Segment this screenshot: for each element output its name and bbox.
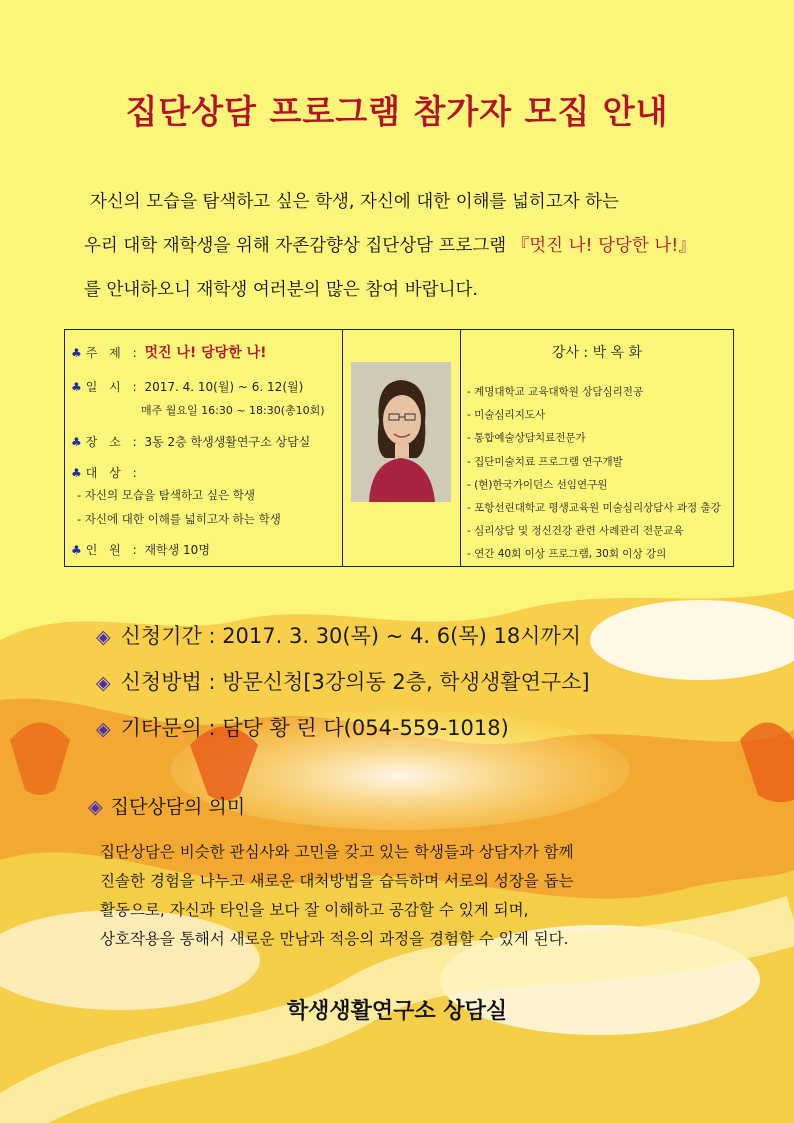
program-name-highlight: 『멋진 나! 당당한 나!』: [511, 236, 696, 256]
career-item: - 포항선린대학교 평생교육원 미술심리상담사 과정 출강: [467, 501, 721, 514]
club-bullet-icon: ♣: [71, 543, 82, 557]
place-row: [71, 433, 310, 450]
target-item: - 자신의 모습을 탐색하고 싶은 학생: [77, 488, 255, 502]
place-key: 장 소 :: [85, 435, 141, 449]
lecturer-info: [461, 330, 733, 566]
career-item: - (현)한국가이던스 선임연구원: [467, 478, 608, 491]
intro-line-2: [84, 224, 724, 268]
date-sub: 매주 월요일 16:30 ~ 18:30(총10회): [141, 404, 325, 417]
career-item: - 미술심리지도사: [467, 409, 546, 422]
meaning-heading: [88, 792, 245, 819]
lecturer-photo-cell: [343, 330, 461, 566]
program-info-table: [64, 329, 734, 567]
organization-footer: 학생생활연구소 상담실: [286, 999, 508, 1024]
apply-period-text: 신청기간 : 2017. 3. 30(목) ~ 4. 6(목) 18시까지: [120, 624, 582, 648]
lecturer-career-list: [467, 384, 721, 570]
meaning-paragraph: [100, 838, 720, 954]
diamond-bullet-icon: ◈: [96, 718, 111, 740]
intro-line-2-text: 우리 대학 재학생을 위해 자존감향상 집단상담 프로그램: [84, 236, 512, 256]
apply-method: [96, 666, 590, 696]
place-value: 3동 2층 학생생활연구소 상담실: [144, 435, 311, 449]
meaning-line: 집단상담은 비슷한 관심사와 고민을 갖고 있는 학생들과 상담자가 함께: [100, 843, 574, 861]
career-item: - 집단미술치료 프로그램 연구개발: [467, 455, 623, 468]
diamond-bullet-icon: ◈: [96, 626, 111, 648]
club-bullet-icon: ♣: [71, 346, 82, 360]
meaning-line: 활동으로, 자신과 타인을 보다 잘 이해하고 공감할 수 있게 되며,: [100, 901, 529, 919]
intro-paragraph: [84, 180, 724, 312]
people-value: 재학생 10명: [144, 543, 210, 557]
career-item: - 통합예술상담치료전문가: [467, 432, 586, 445]
apply-contact-text: 기타문의 : 담당 황 린 다(054-559-1018): [120, 716, 509, 740]
target-key: 대 상 :: [85, 466, 141, 480]
page-title: 집단상담 프로그램 참가자 모집 안내: [125, 92, 669, 131]
career-item: - 계명대학교 교육대학원 상담심리전공: [467, 386, 644, 398]
target-row: [71, 464, 141, 481]
diamond-bullet-icon: ◈: [96, 672, 111, 694]
date-key: 일 시 :: [85, 380, 141, 394]
lecturer-photo: [351, 362, 451, 502]
date-row: [71, 378, 303, 395]
club-bullet-icon: ♣: [71, 435, 82, 449]
career-item: - 심리상담 및 정신건강 관련 사례관리 전문교육: [467, 525, 684, 538]
topic-row: [71, 342, 267, 362]
club-bullet-icon: ♣: [71, 380, 82, 394]
meaning-line: 진솔한 경험을 나누고 새로운 대처방법을 습득하며 서로의 성장을 돕는: [100, 872, 574, 890]
people-key: 인 원 :: [85, 543, 141, 557]
apply-period: [96, 620, 581, 650]
topic-value: 멋진 나! 당당한 나!: [144, 345, 267, 361]
meaning-line: 상호작용을 통해서 새로운 만남과 적응의 과정을 경험할 수 있게 된다.: [100, 930, 569, 948]
intro-line-3: 를 안내하오니 재학생 여러분의 많은 참여 바랍니다.: [84, 280, 478, 300]
target-item: - 자신에 대한 이해를 넓히고자 하는 학생: [77, 512, 281, 526]
people-row: [71, 541, 210, 558]
date-value: 2017. 4. 10(월) ~ 6. 12(월): [144, 380, 304, 394]
portrait-image: [351, 362, 451, 502]
meaning-heading-text: 집단상담의 의미: [110, 796, 246, 818]
intro-line-1: 자신의 모습을 탐색하고 싶은 학생, 자신에 대한 이해를 넓히고자 하는: [90, 192, 619, 212]
program-details: [65, 330, 343, 566]
club-bullet-icon: ♣: [71, 466, 82, 480]
topic-key: 주 제 :: [85, 346, 141, 360]
apply-method-text: 신청방법 : 방문신청[3강의동 2층, 학생생활연구소]: [120, 670, 590, 694]
career-item: - 연간 40회 이상 프로그램, 30회 이상 강의: [467, 548, 667, 561]
diamond-bullet-icon: ◈: [88, 796, 103, 818]
apply-contact: [96, 712, 509, 742]
lecturer-title: 강사 : 박 옥 화: [551, 345, 643, 361]
